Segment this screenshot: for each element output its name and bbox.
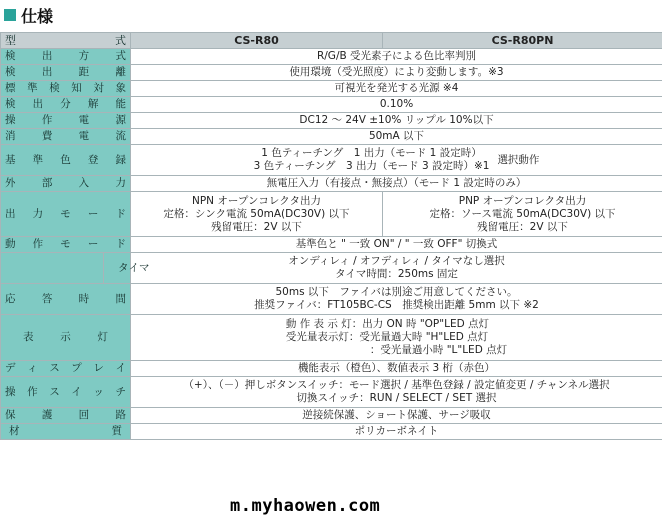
row-ref-color bbox=[1, 145, 662, 176]
value-op-mode: 基準色と " 一致 ON" / " 一致 OFF" 切換式 bbox=[131, 237, 662, 253]
pnp-line3: 残留電圧：2V 以下 bbox=[477, 220, 568, 233]
switch-line1: （+）、（－）押しボタンスイッチ：モード選択 / 基準色登録 / 設定値変更 / チャンネル選択 bbox=[183, 379, 610, 391]
row-protection bbox=[1, 408, 662, 424]
label-op-mode: 動 作 モ ー ド bbox=[1, 237, 131, 253]
label-output-mode: 出 力 モ ー ド bbox=[1, 192, 131, 237]
label-detect-method: 検 出 方 式 bbox=[1, 49, 131, 65]
header-col-cs-r80pn: CS-R80PN bbox=[383, 33, 662, 49]
response-line1: 50ms 以下 ファイバは別途ご用意してください。 bbox=[275, 286, 518, 298]
row-op-mode bbox=[1, 237, 662, 253]
label-ref-color: 基 準 色 登 録 bbox=[1, 145, 131, 176]
response-line2: 推奨ファイバ：FT105BC-CS 推奨検出距離 5mm 以下 ※2 bbox=[254, 299, 539, 311]
spec-table bbox=[0, 32, 662, 440]
row-indicator bbox=[1, 315, 662, 361]
label-indicator: 表 示 灯 bbox=[1, 315, 131, 361]
label-display: デ ィ ス プ レ イ bbox=[1, 361, 131, 377]
label-current: 消 費 電 流 bbox=[1, 129, 131, 145]
label-ext-input: 外 部 入 力 bbox=[1, 176, 131, 192]
row-standard-object bbox=[1, 81, 662, 97]
indicator-line2: 受光量表示灯：受光量過大時 "H"LED 点灯 bbox=[285, 331, 489, 343]
timer-indent bbox=[1, 253, 104, 284]
indicator-line1: 動 作 表 示 灯：出力 ON 時 "OP"LED 点灯 bbox=[285, 318, 490, 330]
label-detect-distance: 検 出 距 離 bbox=[1, 65, 131, 81]
header-col-cs-r80: CS-R80 bbox=[131, 33, 383, 49]
value-switch bbox=[131, 377, 662, 408]
row-output-mode bbox=[1, 192, 662, 237]
value-display: 機能表示（橙色）、数値表示 3 桁（赤色） bbox=[131, 361, 662, 377]
value-output-npn bbox=[131, 192, 383, 237]
switch-line2: 切換スイッチ：RUN / SELECT / SET 選択 bbox=[296, 392, 497, 404]
value-indicator bbox=[131, 315, 662, 361]
timer-line2: タイマ時間：250ms 固定 bbox=[335, 268, 458, 280]
value-material: ポリカーボネイト bbox=[131, 424, 662, 440]
timer-line1: オンディレィ / オフディレィ / タイマなし選択 bbox=[288, 255, 505, 267]
row-voltage bbox=[1, 113, 662, 129]
section-title-text: 仕様 bbox=[21, 6, 54, 26]
value-resolution: 0.10% bbox=[131, 97, 662, 113]
row-resolution bbox=[1, 97, 662, 113]
label-material: 材 質 bbox=[1, 424, 131, 440]
label-protection: 保 護 回 路 bbox=[1, 408, 131, 424]
npn-line3: 残留電圧：2V 以下 bbox=[211, 220, 302, 233]
row-detect-distance bbox=[1, 65, 662, 81]
row-detect-method bbox=[1, 49, 662, 65]
row-material bbox=[1, 424, 662, 440]
row-response bbox=[1, 284, 662, 315]
value-ext-input: 無電圧入力（有接点・無接点）（モード 1 設定時のみ） bbox=[131, 176, 662, 192]
title-square-icon bbox=[4, 9, 16, 21]
section-title bbox=[4, 4, 53, 26]
row-ext-input bbox=[1, 176, 662, 192]
value-timer bbox=[131, 253, 662, 284]
ref-color-side: 選択動作 bbox=[497, 153, 540, 166]
label-resolution: 検 出 分 解 能 bbox=[1, 97, 131, 113]
watermark-text: m.myhaowen.com bbox=[230, 496, 381, 516]
pnp-line2: 定格：ソース電流 50mA(DC30V) 以下 bbox=[429, 207, 616, 220]
label-standard-object: 標 準 検 知 対 象 bbox=[1, 81, 131, 97]
value-output-pnp bbox=[383, 192, 662, 237]
header-row bbox=[1, 33, 662, 49]
ref-color-line2: 3 色ティーチング 3 出力（モード 3 設定時）※1 bbox=[253, 160, 490, 172]
row-current bbox=[1, 129, 662, 145]
value-detect-distance: 使用環境（受光照度）により変動します。※3 bbox=[131, 65, 662, 81]
row-switch bbox=[1, 377, 662, 408]
label-voltage: 操 作 電 源 bbox=[1, 113, 131, 129]
value-protection: 逆接続保護、ショート保護、サージ吸収 bbox=[131, 408, 662, 424]
npn-line2: 定格：シンク電流 50mA(DC30V) 以下 bbox=[163, 207, 350, 220]
label-timer: タ イ マ bbox=[104, 253, 131, 284]
npn-line1: NPN オープンコレクタ出力 bbox=[191, 194, 321, 207]
value-voltage: DC12 ～ 24V ±10% リップル 10%以下 bbox=[131, 113, 662, 129]
label-switch: 操 作 ス イ ッ チ bbox=[1, 377, 131, 408]
ref-color-line1: 1 色ティーチング 1 出力（モード 1 設定時） bbox=[261, 147, 482, 159]
indicator-line3: ：受光量過小時 "L"LED 点灯 bbox=[369, 344, 508, 356]
header-label: 型 式 bbox=[1, 33, 131, 49]
value-current: 50mA 以下 bbox=[131, 129, 662, 145]
row-timer bbox=[1, 253, 662, 284]
pnp-line1: PNP オープンコレクタ出力 bbox=[458, 194, 587, 207]
value-standard-object: 可視光を発光する光源 ※4 bbox=[131, 81, 662, 97]
label-response: 応 答 時 間 bbox=[1, 284, 131, 315]
row-display bbox=[1, 361, 662, 377]
value-ref-color bbox=[131, 145, 662, 176]
value-detect-method: R/G/B 受光素子による色比率判別 bbox=[131, 49, 662, 65]
value-response bbox=[131, 284, 662, 315]
